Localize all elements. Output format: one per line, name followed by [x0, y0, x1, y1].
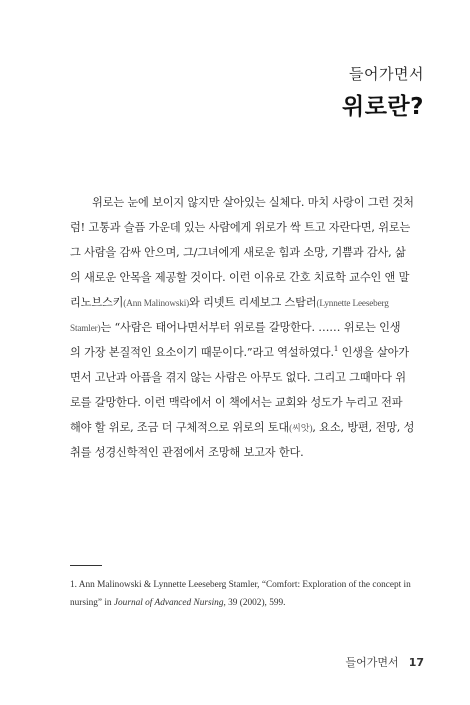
text-run: 는 “사람은 태어나면서부터 위로를 갈망한다. …… 위로는 인생 [100, 321, 401, 334]
body-paragraph [70, 190, 415, 465]
body-line: 위로는 눈에 보이지 않지만 살아있는 실체다. 마치 사랑이 그런 것처 [92, 196, 414, 209]
footnote-line: 1. Ann Malinowski & Lynnette Leeseberg Stamler, “Comfort: Exploration of the concept in [70, 580, 411, 590]
latin-name: Stamler) [70, 323, 101, 333]
body-line: 럼! 고통과 슬픔 가운데 있는 사람에게 위로가 싹 트고 자란다면, 위로는 [70, 221, 411, 234]
hanja-gloss: (씨앗) [289, 423, 313, 433]
body-line: 면서 고난과 아픔을 겪지 않는 사람은 아무도 없다. 그리고 그때마다 위 [70, 371, 406, 384]
text-run: 해야 할 위로, 조금 더 구체적으로 위로의 토대 [70, 421, 290, 434]
footnote-divider [70, 565, 102, 566]
text-run: 의 가장 본질적인 요소이기 때문이다.”라고 역설하였다. [70, 346, 334, 359]
body-line: 그 사람을 감싸 안으며, 그/그녀에게 새로운 힘과 소망, 기쁨과 감사, 삶 [70, 246, 406, 259]
text-run: , 39 (2002), 599. [223, 598, 286, 608]
body-line [70, 415, 415, 440]
latin-name: (Ann Malinowski) [123, 298, 190, 308]
text-run: , 요소, 방편, 전망, 성 [312, 421, 415, 434]
body-line [70, 315, 408, 340]
latin-name: (Lynnette Leeseberg [316, 298, 389, 308]
body-line [70, 340, 408, 365]
journal-title: Journal of Advanced Nursing [113, 598, 224, 608]
body-line: 로를 갈망한다. 이런 맥락에서 이 책에서는 교회와 성도가 누리고 전파 [70, 396, 403, 409]
body-line: 의 새로운 안목을 제공할 것이다. 이런 이유로 간호 치료학 교수인 앤 말 [70, 271, 410, 284]
text-run: 인생을 살아가 [338, 346, 409, 359]
section-label: 들어가면서 [349, 65, 424, 83]
footnote-marker: 1 [333, 345, 339, 353]
footnote-line [70, 594, 410, 612]
body-line [70, 290, 408, 315]
chapter-title: 위로란? [342, 94, 424, 120]
body-line: 취를 성경신학적인 관점에서 조망해 보고자 한다. [70, 446, 304, 459]
page-number: 17 [408, 656, 424, 669]
running-title: 들어가면서 [345, 656, 399, 669]
text-run: nursing” in [70, 598, 114, 608]
footnote [70, 576, 410, 612]
text-run: 리노브스키 [70, 296, 124, 309]
text-run: 와 리넷트 리세보그 스탐러 [189, 296, 317, 309]
page-footer [346, 654, 424, 670]
